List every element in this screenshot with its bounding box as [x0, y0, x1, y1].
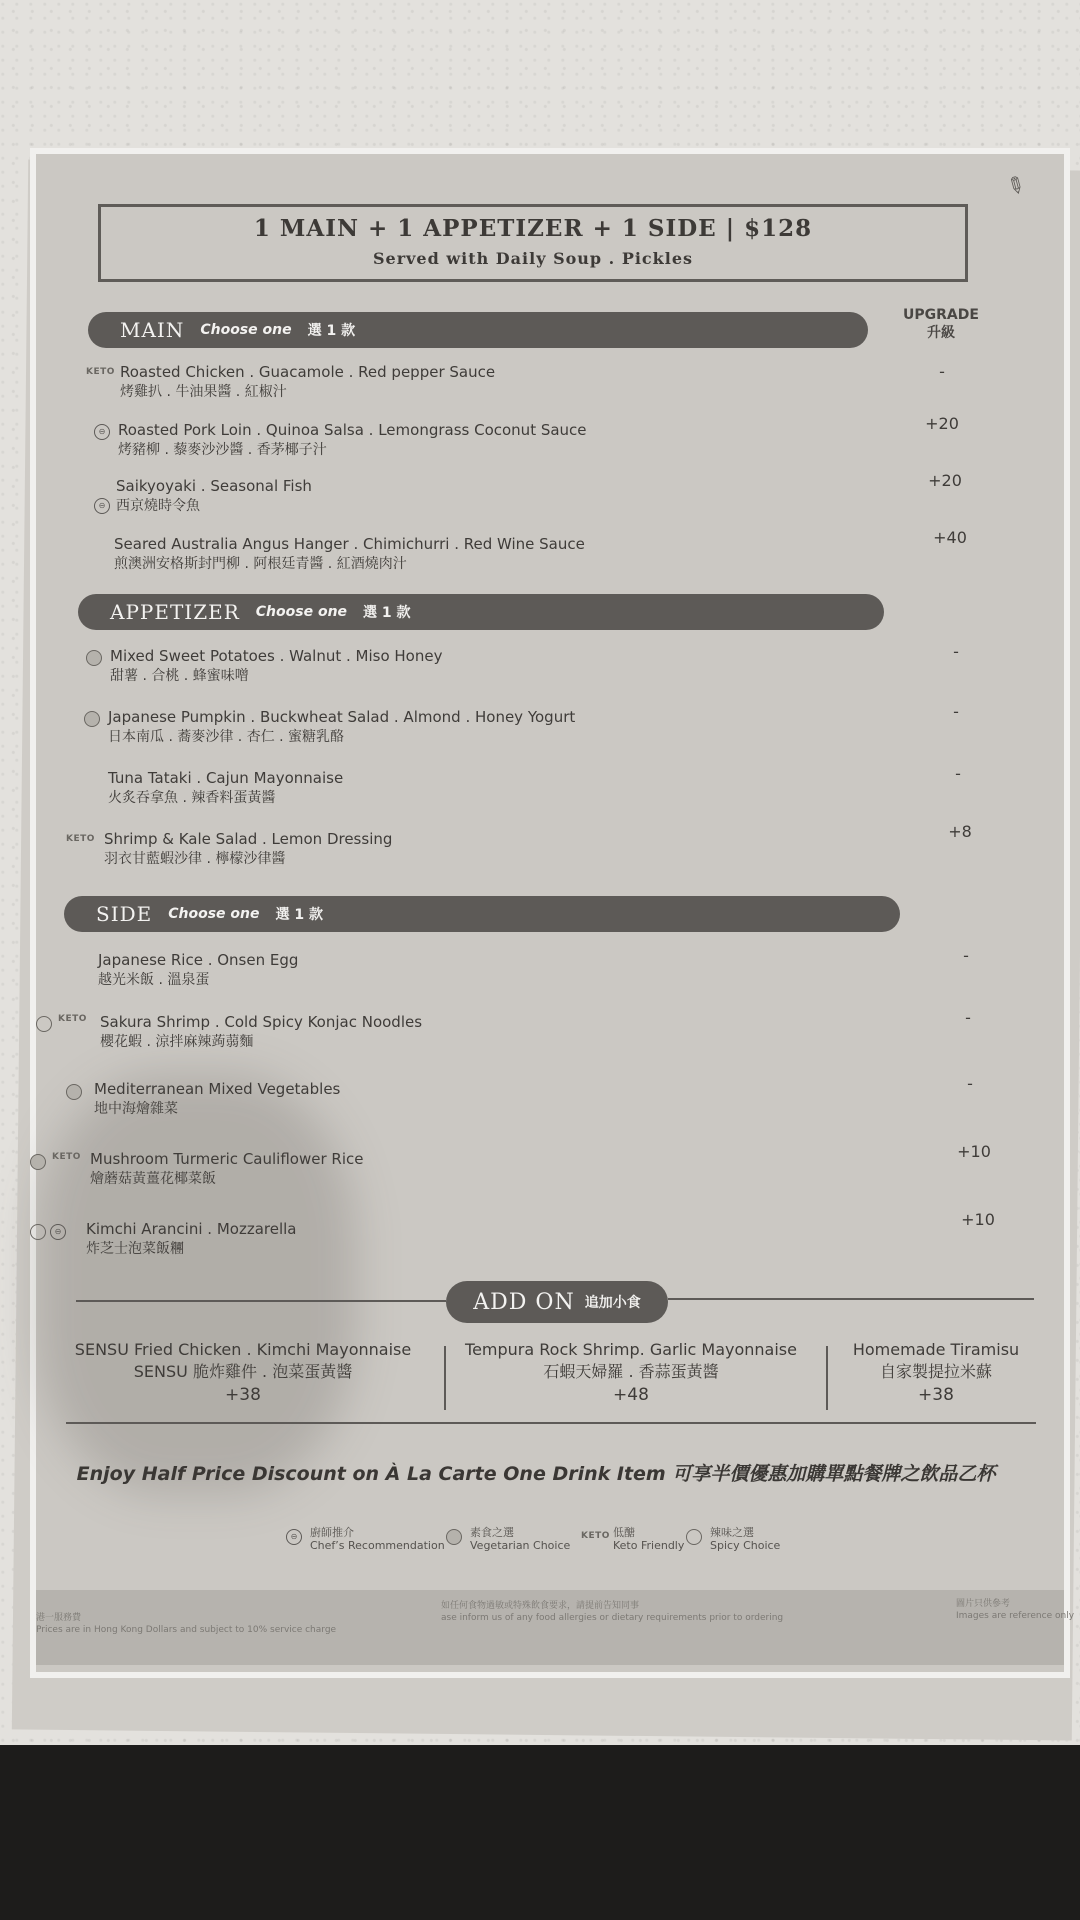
item-name-zh: 越光米飯 . 溫泉蛋	[98, 972, 210, 988]
set-menu-title: 1 MAIN + 1 APPETIZER + 1 SIDE | $128	[253, 215, 813, 242]
legend-en: Keto Friendly	[613, 1539, 685, 1552]
menu-item	[114, 534, 585, 574]
main-choose-label: Choose one	[200, 322, 292, 338]
upgrade-column-header	[896, 306, 986, 342]
appetizer-section-title: APPETIZER	[110, 600, 240, 624]
addon-divider-right	[668, 1298, 1034, 1300]
legend-item	[581, 1526, 684, 1552]
footer-band	[36, 1590, 1075, 1665]
addon-item	[58, 1339, 428, 1407]
addon-item	[446, 1339, 816, 1407]
item-upgrade-price: -	[955, 764, 961, 783]
item-name-zh: 地中海燴雜菜	[94, 1101, 178, 1117]
upgrade-label-en: UPGRADE	[903, 307, 979, 323]
keto-icon: KETO	[581, 1531, 610, 1541]
addon-item-en: Tempura Rock Shrimp. Garlic Mayonnaise	[465, 1340, 797, 1359]
footer-mid-zh: 如任何食物過敏或特殊飲食要求，請提前告知同事	[441, 1601, 640, 1611]
item-name-zh: 炸芝士泡菜飯糰	[86, 1241, 184, 1257]
footer-right-zh: 圖片只供參考	[956, 1599, 1011, 1609]
side-choose-label: Choose one	[168, 906, 260, 922]
side-section-title: SIDE	[96, 902, 153, 926]
spicy-icon	[686, 1529, 702, 1545]
menu-item	[90, 1149, 363, 1189]
appetizer-choose-zh: 選 1 款	[363, 605, 411, 621]
item-name-zh: 櫻花蝦 . 涼拌麻辣蒟蒻麵	[100, 1034, 254, 1050]
addon-item-zh: 自家製提拉米蘇	[879, 1362, 992, 1381]
item-upgrade-price: +10	[961, 1210, 995, 1229]
vegetarian-icon	[86, 650, 102, 666]
item-name-en: Tuna Tataki . Cajun Mayonnaise	[108, 769, 344, 787]
addon-separator	[826, 1346, 828, 1410]
footer-images-note	[956, 1598, 1074, 1622]
menu-item	[110, 646, 442, 686]
legend-en: Vegetarian Choice	[470, 1539, 571, 1552]
item-name-en: Mushroom Turmeric Cauliflower Rice	[90, 1150, 364, 1168]
item-upgrade-price: +8	[948, 822, 972, 841]
footer-left-zh: 港一服務費	[36, 1613, 82, 1623]
item-upgrade-price: +20	[928, 471, 962, 490]
item-name-zh: 燴蘑菇黃薑花椰菜飯	[90, 1171, 216, 1187]
set-menu-header	[98, 204, 968, 282]
legend-en: Chef’s Recommendation	[310, 1539, 445, 1552]
chef-recommendation-icon: ⊖	[286, 1529, 302, 1545]
item-name-en: Kimchi Arancini . Mozzarella	[86, 1220, 297, 1238]
chef-recommendation-icon: ⊖	[94, 424, 110, 440]
item-name-en: Saikyoyaki . Seasonal Fish	[116, 477, 312, 495]
item-upgrade-price: +10	[957, 1142, 991, 1161]
footer-left-en: Prices are in Hong Kong Dollars and subject to 10% service charge	[36, 1625, 337, 1635]
item-name-zh: 烤雞扒 . 牛油果醬 . 紅椒汁	[120, 384, 287, 400]
item-upgrade-price: -	[953, 642, 959, 661]
menu-item	[94, 1079, 340, 1119]
menu-item	[118, 420, 587, 460]
drink-promo-text: Enjoy Half Price Discount on À La Carte One Drink Item 可享半價優惠加購單點餐牌之飲品乙杯	[76, 1463, 996, 1485]
item-upgrade-price: +40	[933, 528, 967, 547]
addon-item-price: +38	[225, 1385, 261, 1405]
legend-zh: 辣味之選	[710, 1526, 754, 1539]
legend-zh: 素食之選	[470, 1526, 514, 1539]
item-name-zh: 西京燒時令魚	[116, 498, 200, 514]
footer-right-en: Images are reference only	[956, 1611, 1075, 1621]
legend-en: Spicy Choice	[710, 1539, 781, 1552]
chef-recommendation-icon: ⊖	[50, 1224, 66, 1240]
dark-foreground	[0, 1745, 1080, 1920]
footer-mid-en: ase inform us of any food allergies or dietary requirements prior to ordering	[441, 1613, 784, 1623]
legend-item	[446, 1526, 570, 1552]
item-name-en: Sakura Shrimp . Cold Spicy Konjac Noodles	[100, 1013, 423, 1031]
menu-item	[100, 1012, 422, 1052]
spicy-icon	[36, 1016, 52, 1032]
chopsticks-icon: ✎	[1000, 171, 1030, 202]
item-upgrade-price: -	[953, 702, 959, 721]
keto-icon: KETO	[52, 1152, 81, 1162]
item-name-zh: 火炙吞拿魚 . 辣香料蛋黃醬	[108, 790, 276, 806]
addon-item-en: Homemade Tiramisu	[852, 1340, 1020, 1359]
item-name-en: Shrimp & Kale Salad . Lemon Dressing	[104, 830, 393, 848]
legend-item	[686, 1526, 780, 1552]
item-name-zh: 甜薯 . 合桃 . 蜂蜜味噌	[110, 668, 249, 684]
addon-item-zh: SENSU 脆炸雞件 . 泡菜蛋黃醬	[133, 1362, 353, 1381]
legend-item	[286, 1526, 445, 1552]
legend-zh: 低醣	[613, 1526, 635, 1539]
item-upgrade-price: -	[963, 946, 969, 965]
keto-icon: KETO	[86, 367, 115, 377]
item-name-en: Roasted Chicken . Guacamole . Red pepper Sauce	[120, 363, 496, 381]
vegetarian-icon	[446, 1529, 462, 1545]
keto-icon: KETO	[66, 834, 95, 844]
footer-allergy-note	[441, 1600, 783, 1624]
addon-title: ADD ON	[473, 1289, 575, 1315]
addon-item	[836, 1339, 1036, 1407]
menu-item	[108, 768, 343, 808]
main-choose-zh: 選 1 款	[307, 323, 356, 339]
menu-item	[104, 829, 392, 869]
addon-title-zh: 追加小食	[584, 1295, 641, 1311]
item-name-en: Mediterranean Mixed Vegetables	[94, 1080, 341, 1098]
item-name-en: Japanese Pumpkin . Buckwheat Salad . Almond . Honey Yogurt	[108, 708, 576, 726]
chef-recommendation-icon: ⊖	[94, 498, 110, 514]
addon-item-price: +38	[918, 1385, 954, 1405]
item-name-zh: 日本南瓜 . 蕎麥沙律 . 杏仁 . 蜜糖乳酪	[108, 729, 345, 745]
hand-shadow	[36, 1074, 356, 1494]
main-section-title: MAIN	[120, 318, 185, 342]
vegetarian-icon	[84, 711, 100, 727]
main-section-bar	[88, 312, 868, 348]
menu-item	[98, 950, 298, 990]
item-upgrade-price: -	[967, 1074, 973, 1093]
item-name-zh: 煎澳洲安格斯封門柳 . 阿根廷青醬 . 紅酒燒肉汁	[114, 556, 407, 572]
item-upgrade-price: -	[965, 1008, 971, 1027]
menu-paper	[36, 154, 1075, 1672]
spicy-icon	[30, 1224, 46, 1240]
item-name-en: Roasted Pork Loin . Quinoa Salsa . Lemongrass Coconut Sauce	[118, 421, 587, 439]
item-upgrade-price: -	[939, 362, 945, 381]
item-name-en: Seared Australia Angus Hanger . Chimichurri . Red Wine Sauce	[114, 535, 585, 553]
addon-item-zh: 石蝦天婦羅 . 香蒜蛋黃醬	[543, 1362, 719, 1381]
item-name-en: Japanese Rice . Onsen Egg	[98, 951, 299, 969]
side-section-bar	[64, 896, 900, 932]
appetizer-section-bar	[78, 594, 884, 630]
item-name-zh: 烤豬柳 . 藜麥沙沙醬 . 香茅椰子汁	[118, 442, 327, 458]
upgrade-label-zh: 升級	[927, 325, 955, 341]
footer-service-charge	[36, 1612, 336, 1636]
addon-section-title	[446, 1281, 668, 1323]
menu-item	[86, 1219, 296, 1259]
item-name-zh: 羽衣甘藍蝦沙律 . 檸檬沙律醬	[104, 851, 286, 867]
item-name-en: Mixed Sweet Potatoes . Walnut . Miso Honey	[110, 647, 443, 665]
addon-divider-left	[76, 1300, 446, 1302]
menu-item	[120, 362, 495, 402]
vegetarian-icon	[66, 1084, 82, 1100]
vegetarian-icon	[30, 1154, 46, 1170]
appetizer-choose-label: Choose one	[255, 604, 348, 620]
menu-item	[108, 707, 575, 747]
side-choose-zh: 選 1 款	[275, 907, 324, 923]
set-menu-subtitle: Served with Daily Soup . Pickles	[372, 249, 694, 268]
legend-zh: 廚師推介	[310, 1526, 354, 1539]
item-upgrade-price: +20	[925, 414, 959, 433]
menu-sheet	[30, 148, 1075, 1678]
keto-icon: KETO	[58, 1014, 87, 1024]
addon-bottom-rule	[66, 1422, 1036, 1424]
addon-item-price: +48	[613, 1385, 649, 1405]
addon-item-en: SENSU Fried Chicken . Kimchi Mayonnaise	[74, 1340, 412, 1359]
menu-item	[116, 476, 312, 516]
